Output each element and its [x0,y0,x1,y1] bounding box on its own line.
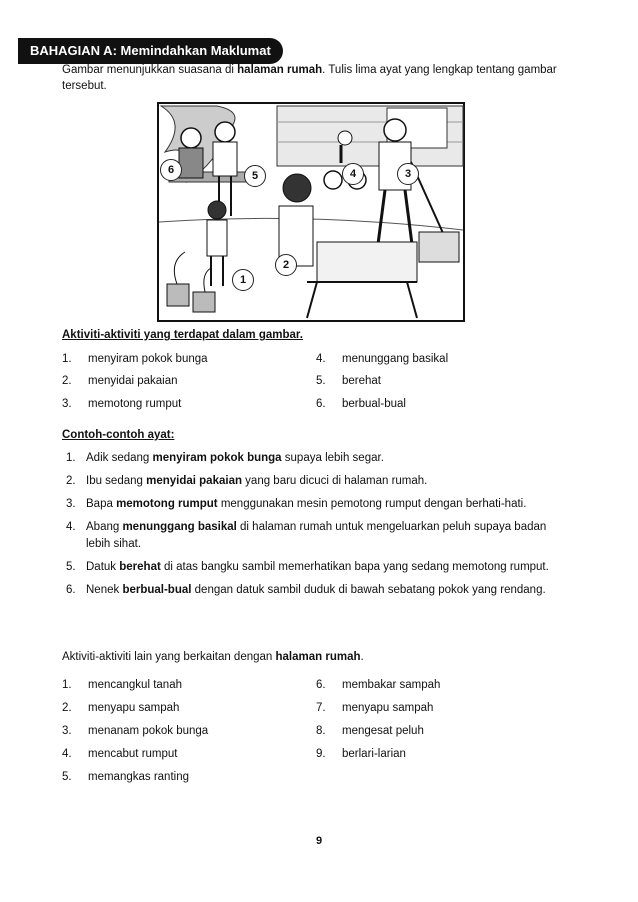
list-item: 4. mencabut rumput [62,748,178,760]
picture-marker-6: 6 [160,159,182,181]
list-item: 1. menyiram pokok bunga [62,353,208,365]
activities-heading: Aktiviti-aktiviti yang terdapat dalam gambar. [62,329,303,341]
other-activities-list [62,679,582,789]
list-item: 6. berbual-bual [316,398,406,410]
picture-marker-1: 1 [232,269,254,291]
list-item: 9. berlari-larian [316,748,406,760]
list-item: 5. memangkas ranting [62,771,189,783]
list-item: 2. menyapu sampah [62,702,180,714]
example-sentence: 5. Datuk berehat di atas bangku sambil memerhatikan bapa yang sedang memotong rumput. [66,561,549,573]
example-sentence: 2. Ibu sedang menyidai pakaian yang baru dicuci di halaman rumah. [66,475,428,487]
example-sentence: 6. Nenek berbual-bual dengan datuk sambil duduk di bawah sebatang pokok yang rendang. [66,584,546,596]
list-item: 8. mengesat peluh [316,725,424,737]
list-item: 6. membakar sampah [316,679,441,691]
picture-marker-4: 4 [342,163,364,185]
picture-marker-2: 2 [275,254,297,276]
illustration-drawing [157,102,465,322]
examples-heading: Contoh-contoh ayat: [62,429,175,441]
list-item: 7. menyapu sampah [316,702,434,714]
list-item: 2. menyidai pakaian [62,375,178,387]
picture-marker-5: 5 [244,165,266,187]
garden-illustration [157,102,465,322]
list-item: 4. menunggang basikal [316,353,449,365]
example-sentence: 3. Bapa memotong rumput menggunakan mesin pemotong rumput dengan berhati-hati. [66,498,527,510]
section-banner: BAHAGIAN A: Memindahkan Maklumat [18,38,283,64]
examples-list [66,450,566,605]
example-sentence: 4. Abang menunggang basikal di halaman rumah untuk mengeluarkan peluh supaya badan lebih sihat. [66,521,547,550]
example-sentence: 1. Adik sedang menyiram pokok bunga supaya lebih segar. [66,452,384,464]
activities-list [62,353,582,423]
picture-marker-3: 3 [397,163,419,185]
other-activities-lead: Aktiviti-aktiviti lain yang berkaitan dengan halaman rumah. [62,651,364,663]
intro-paragraph: Gambar menunjukkan suasana di halaman rumah. Tulis lima ayat yang lengkap tentang gambar tersebut. [62,64,557,92]
list-item: 3. menanam pokok bunga [62,725,209,737]
page-number: 9 [315,835,323,847]
list-item: 5. berehat [316,375,382,387]
list-item: 1. mencangkul tanah [62,679,182,691]
list-item: 3. memotong rumput [62,398,182,410]
